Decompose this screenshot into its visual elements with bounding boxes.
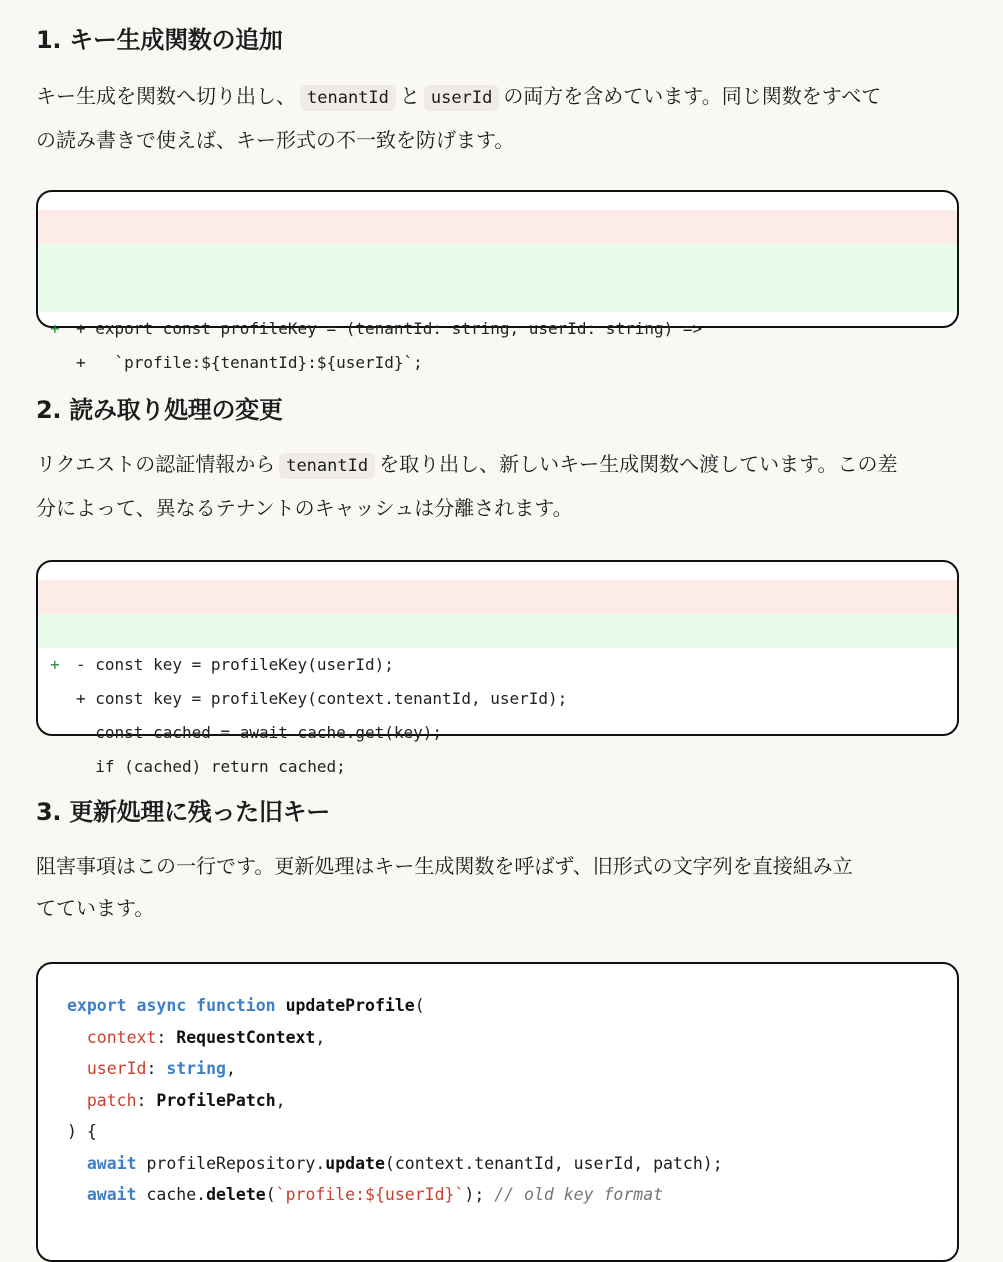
code-punct: ); bbox=[464, 1185, 485, 1204]
diff-code: + export const profileKey = (tenantId: string, userId: string) => bbox=[76, 319, 703, 338]
section-2-text-a: リクエストの認証情報から bbox=[36, 452, 276, 476]
code-punct: ( bbox=[414, 996, 425, 1015]
section-3-text-line2: てています。 bbox=[36, 896, 155, 920]
code-object: profileRepository. bbox=[146, 1153, 326, 1173]
section-1-text-b: と bbox=[399, 84, 420, 108]
section-1-text-line2: の読み書きで使えば、キー形式の不一致を防げます。 bbox=[36, 128, 515, 152]
param-name: userId bbox=[86, 1059, 147, 1078]
type-keyword: string bbox=[166, 1059, 226, 1078]
string-literal: `profile:${userId}` bbox=[275, 1185, 465, 1204]
section-3-text-line1: 阻害事項はこの一行です。更新処理はキー生成関数を呼ばず、旧形式の文字列を直接組み立 bbox=[36, 854, 853, 878]
diff-block-2 bbox=[36, 560, 959, 776]
diff-code: const cached = await cache.get(key); bbox=[76, 723, 443, 742]
section-3-heading: 3. 更新処理に残った旧キー bbox=[36, 798, 330, 826]
diff-code: + const key = profileKey(context.tenantId, userId); bbox=[76, 689, 568, 708]
diff-line-removed bbox=[38, 210, 957, 244]
diff-sign: + bbox=[50, 655, 60, 674]
section-1-text-a: キー生成を関数へ切り出し、 bbox=[36, 84, 296, 108]
code-line: context: RequestContext, bbox=[86, 1027, 326, 1047]
diff-block-1 bbox=[36, 190, 959, 372]
diff-sign: + bbox=[50, 319, 60, 338]
keyword: export async function bbox=[67, 996, 276, 1015]
inline-code-userid: userId bbox=[424, 85, 499, 111]
code-comment: // old key format bbox=[494, 1185, 664, 1204]
section-2-paragraph bbox=[36, 443, 963, 529]
code-line: userId: string, bbox=[86, 1059, 236, 1078]
section-1-text-c: の両方を含めています。同じ関数をすべて bbox=[503, 84, 882, 108]
code-line bbox=[38, 990, 957, 1022]
function-name: updateProfile bbox=[285, 996, 415, 1015]
section-2-text-b: を取り出し、新しいキー生成関数へ渡しています。この差 bbox=[379, 452, 898, 476]
code-block-3 bbox=[36, 962, 959, 1262]
section-3-paragraph bbox=[36, 845, 963, 929]
section-2-heading: 2. 読み取り処理の変更 bbox=[36, 396, 283, 424]
inline-code-tenantid: tenantId bbox=[279, 453, 375, 479]
diff-code: - const key = profileKey(userId); bbox=[76, 655, 394, 674]
method-name: delete bbox=[206, 1185, 266, 1204]
code-punct: ) { bbox=[67, 1122, 97, 1141]
diff-line-removed bbox=[38, 580, 957, 674]
param-name: context bbox=[86, 1027, 157, 1047]
code-args: (context.tenantId, userId, patch); bbox=[384, 1153, 723, 1173]
diff-line-added bbox=[38, 244, 957, 338]
code-line: patch: ProfilePatch, bbox=[86, 1090, 286, 1110]
section-2-text-line2: 分によって、異なるテナントのキャッシュは分離されます。 bbox=[36, 496, 573, 520]
code-line bbox=[38, 1116, 957, 1148]
code-line: await cache.delete(`profile:${userId}`); // old key format bbox=[86, 1185, 664, 1204]
code-object: cache. bbox=[146, 1185, 207, 1204]
section-1-heading: 1. キー生成関数の追加 bbox=[36, 26, 283, 54]
keyword: await bbox=[86, 1185, 137, 1204]
section-1-paragraph bbox=[36, 75, 963, 161]
type-name: RequestContext bbox=[176, 1027, 316, 1047]
type-name: ProfilePatch bbox=[156, 1090, 276, 1110]
code-line bbox=[38, 1148, 957, 1180]
keyword: await bbox=[86, 1153, 137, 1173]
diff-code: + `profile:${tenantId}:${userId}`; bbox=[76, 353, 423, 372]
param-name: patch bbox=[86, 1090, 137, 1110]
diff-code: if (cached) return cached; bbox=[76, 757, 346, 776]
method-name: update bbox=[325, 1153, 385, 1173]
inline-code-tenantid: tenantId bbox=[300, 85, 396, 111]
